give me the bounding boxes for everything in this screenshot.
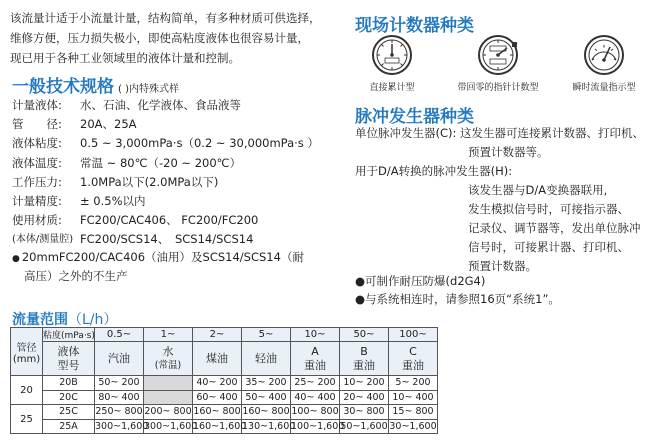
meter-reset-pointer [448,34,548,93]
visc-col-6: 100~ [389,328,438,342]
model-cell: 20B [43,376,95,391]
meter-caption: 带回零的指针计数型 [457,83,539,93]
value-cell: 50~ 400 [242,390,291,405]
range-title-text: 流量范围 [12,312,68,328]
intro-line-2: 维修方便，压力损失极小，即使高粘度液体也很容易计量， [10,31,309,45]
intro-line-3: 现已用于各种工业领域里的液体计量和控制。 [10,51,240,65]
spec-row [12,134,352,153]
spec-row [12,115,352,134]
spec-key: 管 径: [12,117,62,132]
gauge-meter-icon [583,34,625,76]
bore-cell: 25 [11,405,43,434]
spec-row [12,230,352,249]
value-cell: 130~1,600 [242,420,296,432]
value-cell: 160~1,600 [193,420,247,432]
pulse-line: 单位脉冲发生器(C): 这发生器可连接累计数器、打印机、 [355,126,645,140]
liquid-name: B [360,344,368,358]
pulse-description [355,124,660,276]
spec-value: ± 0.5%以内 [80,193,146,208]
specs-title-text: 一般技术规格 [12,77,114,97]
liquid-sub: 重油 [304,358,326,372]
table-row [11,390,438,405]
pulse-line: 记录仪、调节器等，发出单位脉冲 [468,221,641,235]
spec-row [12,211,352,230]
pulse-line: 该发生器与D/A变换器联用, [468,183,608,197]
spec-row [12,173,352,192]
liquid-col-1 [144,342,193,376]
liquid-name: A [311,344,319,358]
value-cell: 40~ 200 [193,376,242,391]
liquid-sub: 重油 [402,358,424,372]
value-cell: 30~ 800 [340,405,389,420]
meter-instant-flow [554,34,654,93]
spec-value: 20A、25A [80,117,137,132]
value-cell: 160~ 800 [242,406,290,418]
visc-col-4: 10~ [291,328,340,342]
table-row [11,376,438,391]
visc-col-5: 50~ [340,328,389,342]
value-cell: 50~ 200 [95,376,144,391]
pulse-notes [355,272,560,308]
note-line-1: 20mmFC200/CAC406（油用）及SCS14/SCS14（耐 [21,250,304,264]
value-cell: 100~1,600 [291,420,345,432]
value-cell: 80~ 400 [95,390,144,405]
specs-note [12,249,347,285]
value-cell: 300~1,600 [144,420,198,432]
intro-text [10,8,345,68]
spec-value: 水、石油、化学液体、食品液等 [80,98,241,112]
pulse-note-1: ●可制作耐压防爆(d2G4) [355,274,486,288]
value-cell: 30~1,600 [389,420,437,432]
pulse-note-2: ●与系统相连时，请参照16页“系统1”。 [355,292,560,306]
specs-subtitle: ( )内特殊式样 [118,84,179,95]
note-bullet: ● [12,254,20,264]
viscosity-header: 粘度(mPa·s) [43,328,95,342]
table-row [11,419,438,434]
spec-value: 常温 ~ 80℃（-20 ~ 200℃） [80,155,242,170]
meter-caption: 直接累计型 [369,83,415,93]
value-cell [144,376,193,391]
liquid-col-3 [242,342,291,376]
spec-value: 0.5 ~ 3,000mPa·s（0.2 ~ 30,000mPa·s ） [80,136,319,151]
meter-caption: 瞬时流量指示型 [572,83,636,93]
value-cell: 10~ 400 [389,390,438,405]
liquid-col-2 [193,342,242,376]
value-cell [144,390,193,405]
liquid-header-label: 液体 [57,344,80,358]
visc-col-2: 2~ [193,328,242,342]
spec-row [12,96,352,115]
visc-col-3: 5~ [242,328,291,342]
value-cell: 10~ 200 [340,376,389,391]
spec-key: 计量精度: [12,193,62,208]
model-cell: 20C [43,390,95,405]
spec-value: FC200/CAC406、 FC200/FC200 [80,213,259,228]
specs-list [12,96,352,250]
pulse-line: 预置计数器。 [468,259,537,273]
model-cell: 25C [43,405,95,420]
spec-row [12,154,352,173]
value-cell: 25~ 200 [291,376,340,391]
liquid-col-5 [340,342,389,376]
liquid-name: C [409,344,417,358]
dial-meter-reset-icon [477,34,519,76]
note-line-2: 高压）之外的不生产 [24,269,128,283]
value-cell: 50~1,600 [340,420,388,432]
value-cell: 40~ 400 [291,390,340,405]
value-cell: 60~ 400 [193,390,242,405]
pulse-line: 预置计数器等。 [468,145,549,159]
dial-meter-icon [371,34,413,76]
value-cell: 300~1,600 [95,420,149,432]
range-unit: （L/h） [68,312,118,328]
spec-key: 液体温度: [12,155,62,170]
value-cell: 200~ 800 [144,406,192,418]
intro-line-1: 该流量计适于小流量计量，结构简单，有多种材质可供选择， [10,11,321,25]
liquid-sub: 重油 [353,358,375,372]
liquid-model-header [43,342,95,376]
liquid-col-0 [95,342,144,376]
meters-title: 现场计数器种类 [355,16,474,36]
liquid-col-6 [389,342,438,376]
liquid-name: 汽油 [108,351,130,365]
visc-col-0: 0.5~ [95,328,144,342]
value-cell: 15~ 800 [389,405,438,420]
meter-direct-total [342,34,442,93]
value-cell: 35~ 200 [242,376,291,391]
bore-header [11,328,43,376]
spec-key: 计量液体: [12,98,62,112]
value-cell: 160~ 800 [193,406,241,418]
value-cell: 20~ 400 [340,390,389,405]
spec-key: (本体/测量腔) [12,234,74,246]
spec-row [12,192,352,211]
pulse-line: 发生模拟信号时，可接指示器、 [468,202,629,216]
specs-title [12,72,179,97]
visc-col-1: 1~ [144,328,193,342]
bore-cell: 20 [11,376,43,405]
pulse-line: 信号时，可接累计器、打印机、 [468,240,629,254]
bore-header-label: 管径 [16,342,37,354]
liquid-name: 轻油 [255,351,277,365]
model-header-label: 型号 [57,358,80,372]
spec-key: 液体粘度: [12,136,62,151]
value-cell: 5~ 200 [389,376,438,391]
spec-value: 1.0MPa以下(2.0MPa以下) [80,174,219,189]
spec-value: FC200/SCS14、 SCS14/SCS14 [80,232,254,247]
pulse-line: 用于D/A转换的脉冲发生器(H): [355,164,513,178]
table-row [11,405,438,420]
spec-key: 使用材质: [12,213,62,228]
liquid-name: 煤油 [206,351,228,365]
model-cell: 25A [43,419,95,434]
liquid-col-4 [291,342,340,376]
liquid-sub: (常温) [154,359,182,371]
range-title [12,309,117,329]
value-cell: 250~ 800 [95,406,143,418]
bore-header-unit: (mm) [12,353,41,365]
value-cell: 100~ 800 [291,406,339,418]
flow-range-table [10,327,438,434]
pulse-title: 脉冲发生器种类 [355,107,474,127]
spec-key: 工作压力: [12,174,62,189]
liquid-name: 水 [162,344,174,358]
